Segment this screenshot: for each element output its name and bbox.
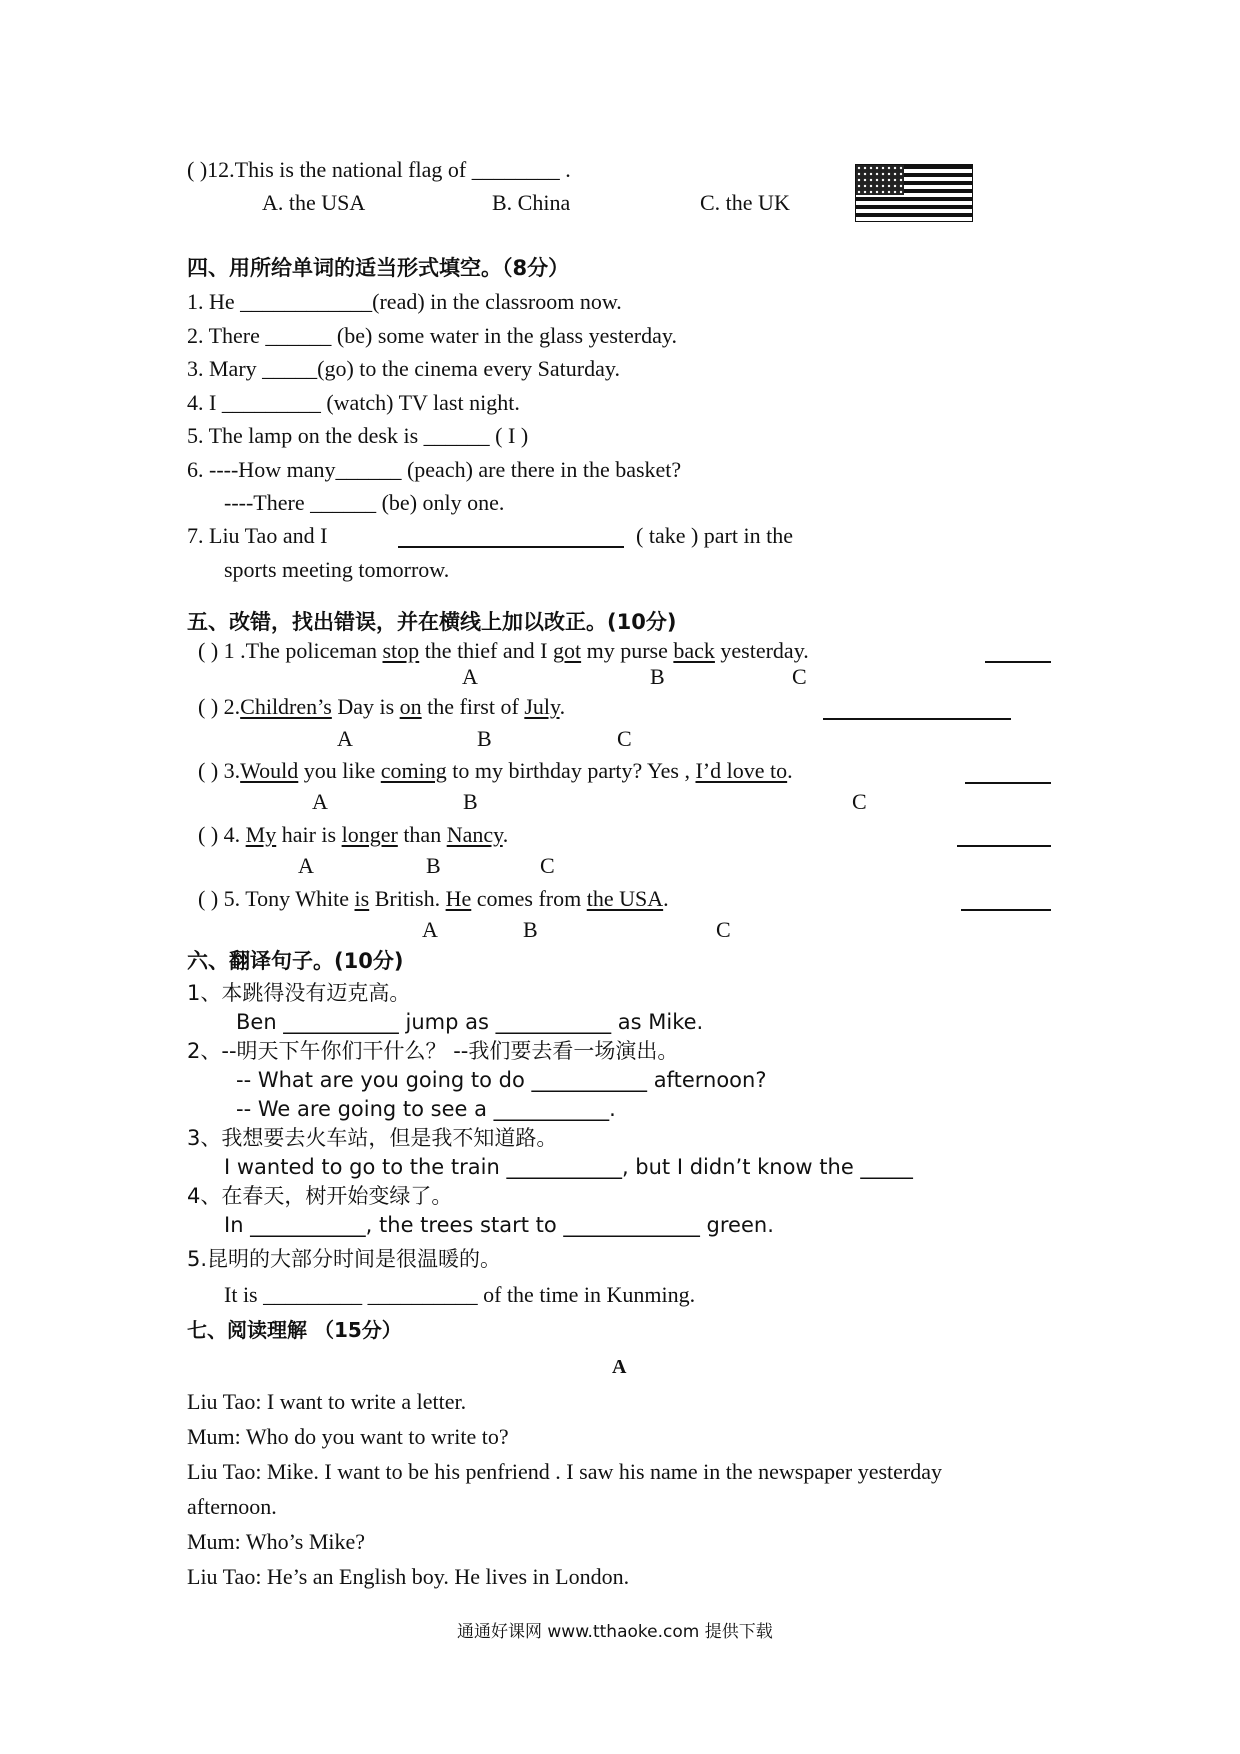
- s5-q1-label-c: C: [792, 664, 807, 689]
- s4-item-6b: ----There ______ (be) only one.: [224, 490, 505, 515]
- dialogue-line-3b: afternoon.: [187, 1494, 277, 1519]
- s5-q4-text4: .: [502, 822, 509, 847]
- q12-stem: ( )12.This is the national flag of ________ .: [187, 157, 571, 182]
- s5-q1-text2: the thief and I: [419, 638, 553, 663]
- s5-q2: [198, 694, 565, 720]
- s5-q1-a: stop: [382, 638, 420, 663]
- s5-q1-label-b: B: [650, 664, 665, 689]
- s6-q3-cn: 3、我想要去火车站，但是我不知道路。: [187, 1126, 558, 1150]
- q12-option-b: B. China: [492, 190, 571, 215]
- s5-q2-label-a: A: [337, 726, 353, 751]
- s5-q2-a: Children’s: [240, 694, 332, 719]
- s4-item-5: 5. The lamp on the desk is ______ ( I ): [187, 423, 529, 448]
- q12-option-a: A. the USA: [262, 190, 366, 215]
- s6-q4-en: In ___________, the trees start to _____________ green.: [224, 1213, 774, 1237]
- s5-q1-text: ( ) 1 .The policeman: [198, 638, 383, 663]
- q12-option-c: C. the UK: [700, 190, 790, 215]
- s5-q5-label-a: A: [422, 917, 438, 942]
- section5-title: 五、改错，找出错误，并在横线上加以改正。(10分): [187, 610, 677, 634]
- s5-q2-label-c: C: [617, 726, 632, 751]
- s4-item-4: 4. I _________ (watch) TV last night.: [187, 390, 520, 415]
- s5-q4-answer-line: [957, 845, 1051, 847]
- footer-text: 通通好课网 www.tthaoke.com 提供下载: [457, 1622, 773, 1642]
- s5-q1-text4: yesterday.: [714, 638, 809, 663]
- s5-q3-a: Would: [240, 758, 299, 783]
- s5-q5-text2: British.: [369, 886, 446, 911]
- s5-q2-c: July: [524, 694, 560, 719]
- s6-q1-en: Ben ___________ jump as ___________ as Mike.: [236, 1010, 704, 1034]
- dialogue-line-5: Liu Tao: He’s an English boy. He lives in London.: [187, 1564, 630, 1589]
- s6-q5-en: It is _________ __________ of the time in Kunming.: [224, 1282, 696, 1307]
- s6-q2-en-a: -- What are you going to do ___________ afternoon?: [236, 1068, 767, 1092]
- s5-q4: [198, 822, 508, 848]
- s5-q4-text3: than: [397, 822, 447, 847]
- dialogue-line-4: Mum: Who’s Mike?: [187, 1529, 366, 1554]
- s5-q3-c: I’d love to: [695, 758, 788, 783]
- s5-q2-text: ( ) 2.: [198, 694, 241, 719]
- s5-q5-text4: .: [663, 886, 669, 911]
- section4-title: 四、用所给单词的适当形式填空。（8分）: [187, 256, 570, 280]
- s6-q5-cn: 5.昆明的大部分时间是很温暖的。: [187, 1247, 502, 1271]
- s4-item-7: 7. Liu Tao and I: [187, 523, 328, 548]
- s5-q2-text3: the first of: [421, 694, 525, 719]
- s5-q1-label-a: A: [462, 664, 478, 689]
- s5-q3-label-c: C: [852, 789, 867, 814]
- s5-q2-b: on: [399, 694, 422, 719]
- s4-item-1: 1. He ____________(read) in the classroom now.: [187, 289, 622, 314]
- s5-q2-label-b: B: [477, 726, 492, 751]
- dialogue-line-1: Liu Tao: I want to write a letter.: [187, 1389, 467, 1414]
- s4-item-6: 6. ----How many______ (peach) are there in the basket?: [187, 457, 682, 482]
- s5-q2-text4: .: [559, 694, 566, 719]
- s6-q3-en: I wanted to go to the train ___________, but I didn’t know the _____: [224, 1155, 913, 1179]
- s5-q4-label-c: C: [540, 853, 555, 878]
- s5-q1-text3: my purse: [581, 638, 674, 663]
- s5-q1: [198, 638, 809, 664]
- s5-q1-b: got: [552, 638, 582, 663]
- s5-q5-c: the USA: [586, 886, 664, 911]
- s5-q5-b: He: [445, 886, 472, 911]
- s5-q2-answer-line: [823, 718, 1011, 720]
- s5-q4-a: My: [245, 822, 277, 847]
- s4-item-7-tail: ( take ) part in the: [636, 523, 793, 548]
- s6-q1-cn: 1、本跳得没有迈克高。: [187, 981, 411, 1005]
- s6-q2-cn: 2、--明天下午你们干什么？ --我们要去看一场演出。: [187, 1039, 679, 1063]
- s5-q5-text: ( ) 5. Tony White: [198, 886, 355, 911]
- s4-item-7-blank: [398, 546, 624, 548]
- s5-q2-text2: Day is: [331, 694, 400, 719]
- s5-q4-label-b: B: [426, 853, 441, 878]
- s5-q5-text3: comes from: [471, 886, 587, 911]
- dialogue-line-3: Liu Tao: Mike. I want to be his penfriend . I saw his name in the newspaper yesterday: [187, 1459, 943, 1484]
- dialogue-line-2: Mum: Who do you want to write to?: [187, 1424, 509, 1449]
- s5-q3-label-b: B: [463, 789, 478, 814]
- s5-q3-label-a: A: [312, 789, 328, 814]
- s5-q4-c: Nancy: [446, 822, 503, 847]
- s5-q4-label-a: A: [298, 853, 314, 878]
- s5-q3-b: coming: [380, 758, 447, 783]
- s5-q3-answer-line: [965, 782, 1051, 784]
- s5-q3: [198, 758, 793, 784]
- s5-q4-b: longer: [341, 822, 398, 847]
- s6-q2-en-b: -- We are going to see a ___________.: [236, 1097, 616, 1121]
- s4-item-2: 2. There ______ (be) some water in the glass yesterday.: [187, 323, 677, 348]
- s5-q5-label-c: C: [716, 917, 731, 942]
- section6-title: 六、翻译句子。(10分): [187, 949, 404, 973]
- s5-q5-a: is: [354, 886, 370, 911]
- s5-q4-text2: hair is: [276, 822, 342, 847]
- s5-q3-text4: .: [787, 758, 793, 783]
- s5-q3-text: ( ) 3.: [198, 758, 241, 783]
- usa-flag-icon: [855, 164, 973, 222]
- s5-q3-text3: to my birthday party? Yes ,: [446, 758, 696, 783]
- s5-q1-c: back: [673, 638, 715, 663]
- s6-q4-cn: 4、在春天，树开始变绿了。: [187, 1184, 453, 1208]
- s5-q5-answer-line: [961, 909, 1051, 911]
- section7-title: 七、阅读理解 （15分）: [187, 1318, 402, 1342]
- s5-q5: [198, 886, 669, 912]
- s4-item-3: 3. Mary _____(go) to the cinema every Saturday.: [187, 356, 620, 381]
- s5-q1-answer-line: [985, 661, 1051, 663]
- passage-label: A: [612, 1356, 627, 1378]
- s5-q4-text: ( ) 4.: [198, 822, 246, 847]
- s4-item-7b: sports meeting tomorrow.: [224, 557, 450, 582]
- s5-q5-label-b: B: [523, 917, 538, 942]
- s5-q3-text2: you like: [298, 758, 381, 783]
- flag-canton: [856, 165, 904, 195]
